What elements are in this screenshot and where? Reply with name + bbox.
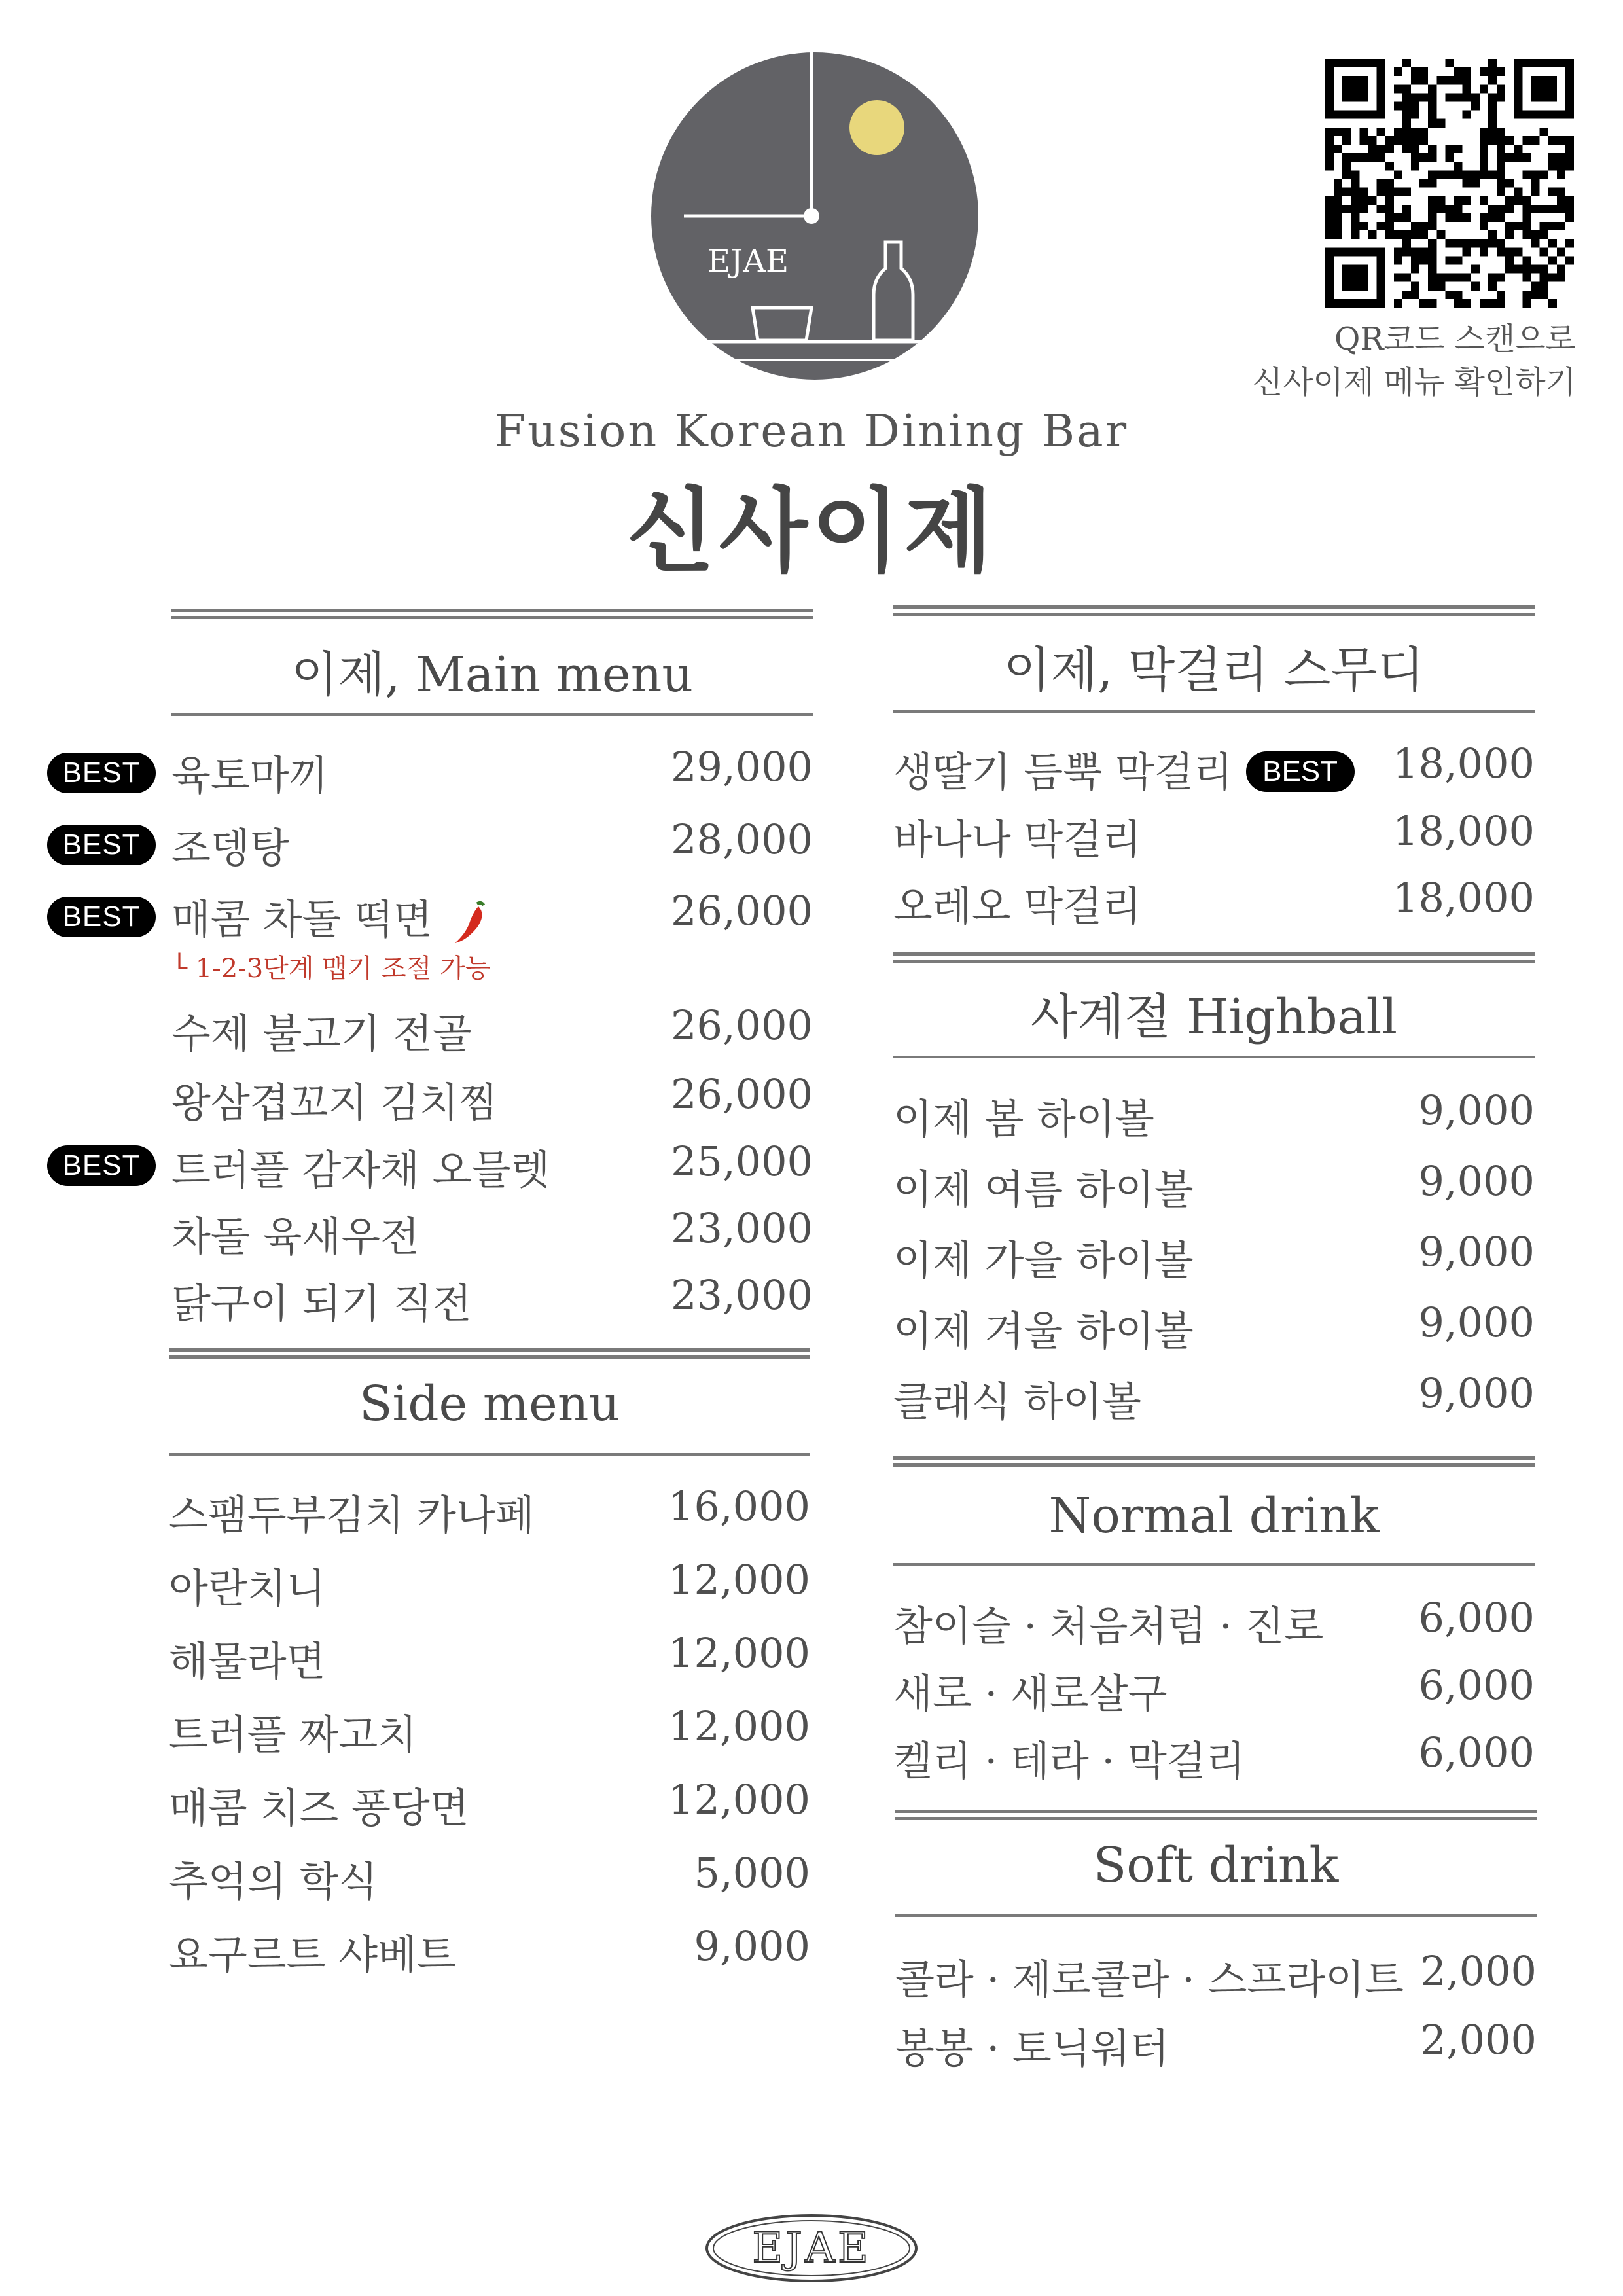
- item-name: 이제 봄 하이볼: [893, 1095, 1154, 1143]
- footer-logo-text: EJAE: [752, 2224, 871, 2272]
- menu-item: [169, 1482, 810, 1541]
- item-name: 켈리 · 테라 · 막걸리: [893, 1737, 1245, 1785]
- normal-drink-title: Normal drink: [1048, 1488, 1380, 1544]
- item-name: 왕삼겹꼬지 김치찜: [171, 1079, 498, 1126]
- soft-drink-title: Soft drink: [1093, 1837, 1339, 1893]
- section-double-rule: [893, 605, 1535, 616]
- qr-caption: [1253, 317, 1576, 404]
- main-menu-title: 이제, Main menu: [291, 647, 694, 703]
- best-badge: BEST: [47, 897, 156, 937]
- makgeolli-section: [893, 605, 1535, 959]
- item-price: 2,000: [1420, 1947, 1537, 1995]
- section-double-rule: [893, 952, 1535, 963]
- item-name: 요구르트 샤베트: [169, 1931, 456, 1979]
- menu-item: [893, 1369, 1535, 1428]
- section-rule: [895, 1914, 1537, 1917]
- item-name-wrap: [893, 740, 1355, 798]
- item-price: 9,000: [1418, 1086, 1535, 1134]
- best-badge: BEST: [47, 753, 156, 793]
- item-name: 이제 여름 하이볼: [893, 1166, 1194, 1213]
- section-rule: [169, 1453, 810, 1456]
- item-price: 12,000: [668, 1702, 810, 1750]
- menu-item: [169, 1556, 810, 1615]
- highball-section: [893, 952, 1535, 1437]
- moon-icon: [849, 100, 904, 155]
- section-double-rule: [893, 1456, 1535, 1467]
- section-rule: [171, 713, 813, 716]
- item-name-wrap: [171, 887, 488, 946]
- menu-item: [895, 2016, 1537, 2075]
- item-price: 9,000: [694, 1922, 810, 1970]
- section-double-rule: [171, 609, 813, 619]
- menu-item: [893, 1086, 1535, 1145]
- side-menu-title: Side menu: [359, 1376, 620, 1432]
- best-badge: BEST: [47, 825, 156, 865]
- restaurant-title: 신사이제: [626, 478, 997, 585]
- spicy-level-note: └ 1-2-3단계 맵기 조절 가능: [171, 954, 491, 984]
- item-price: 18,000: [1393, 807, 1535, 855]
- menu-item: [893, 1661, 1535, 1720]
- menu-item: [169, 1849, 810, 1908]
- section-rule: [893, 1056, 1535, 1058]
- item-price: 6,000: [1418, 1594, 1535, 1641]
- tagline: Fusion Korean Dining Bar: [494, 406, 1129, 457]
- item-price: 9,000: [1418, 1369, 1535, 1417]
- item-name: 스팸두부김치 카나페: [169, 1491, 535, 1539]
- item-name: 콜라 · 제로콜라 · 스프라이트: [895, 1956, 1404, 2003]
- menu-item: [893, 874, 1535, 933]
- item-price: 12,000: [668, 1629, 810, 1677]
- menu-item: [169, 1922, 810, 1981]
- highball-title: 사계절 Highball: [1030, 989, 1398, 1045]
- best-badge: BEST: [47, 1145, 156, 1186]
- item-name: 수제 불고기 전골: [171, 1010, 472, 1058]
- item-name: 육토마끼: [171, 751, 329, 799]
- item-price: 5,000: [694, 1849, 810, 1897]
- item-price: 23,000: [671, 1271, 813, 1319]
- item-name: 생딸기 듬뿍 막걸리: [893, 748, 1233, 796]
- item-price: 2,000: [1420, 2016, 1537, 2064]
- item-name: 새로 · 새로살구: [893, 1670, 1168, 1717]
- ejae-logo: [651, 52, 978, 380]
- item-price: 26,000: [671, 1070, 813, 1118]
- item-name: 오레오 막걸리: [893, 882, 1142, 930]
- menu-item: [893, 1157, 1535, 1216]
- qr-caption-line1: QR코드 스캔으로: [1334, 321, 1576, 357]
- menu-item: [893, 1228, 1535, 1287]
- menu-item: [893, 740, 1535, 798]
- item-price: 9,000: [1418, 1228, 1535, 1276]
- item-name: 매콤 치즈 퐁당면: [169, 1784, 469, 1832]
- item-name: 아란치니: [169, 1564, 326, 1612]
- item-name: 조뎅탕: [171, 824, 289, 872]
- section-double-rule: [169, 1348, 810, 1359]
- menu-item: [895, 1947, 1537, 2006]
- menu-item: [893, 807, 1535, 866]
- item-name: 클래식 하이볼: [893, 1378, 1142, 1426]
- item-name: 참이슬 · 처음처럼 · 진로: [893, 1602, 1324, 1650]
- makgeolli-title: 이제, 막걸리 스무디: [1003, 642, 1425, 698]
- item-price: 12,000: [668, 1776, 810, 1823]
- item-name: 봉봉 · 토닉워터: [895, 2024, 1169, 2072]
- footer-ejae-logo: [704, 2212, 919, 2284]
- item-name: 매콤 차돌 떡면: [171, 895, 433, 943]
- item-price: 25,000: [671, 1138, 813, 1185]
- item-name: 이제 겨울 하이볼: [893, 1307, 1194, 1355]
- item-name: 차돌 육새우전: [171, 1213, 420, 1261]
- best-badge: BEST: [1246, 751, 1355, 792]
- menu-item: [171, 1070, 813, 1129]
- item-price: 6,000: [1418, 1661, 1535, 1709]
- menu-item: [169, 1702, 810, 1761]
- item-price: 9,000: [1418, 1299, 1535, 1346]
- menu-item: [169, 1776, 810, 1835]
- normal-drink-section: [893, 1456, 1535, 1785]
- item-price: 29,000: [671, 743, 813, 791]
- menu-item: [893, 1729, 1535, 1787]
- menu-item: [171, 816, 813, 874]
- menu-item: [169, 1629, 810, 1688]
- menu-item: [171, 1138, 813, 1196]
- item-price: 18,000: [1393, 874, 1535, 922]
- item-price: 28,000: [671, 816, 813, 863]
- logo-text: EJAE: [707, 243, 789, 279]
- item-name: 이제 가을 하이볼: [893, 1236, 1194, 1284]
- item-price: 16,000: [668, 1482, 810, 1530]
- item-price: 26,000: [671, 887, 813, 935]
- chili-pepper-icon: [451, 900, 488, 946]
- main-menu-section: [171, 609, 813, 1329]
- item-price: 26,000: [671, 1001, 813, 1049]
- item-name: 트러플 감자채 오믈렛: [171, 1146, 550, 1194]
- section-rule: [893, 1563, 1535, 1566]
- soft-drink-section: [895, 1810, 1537, 2072]
- item-price: 6,000: [1418, 1729, 1535, 1776]
- menu-item: [171, 1001, 813, 1060]
- item-price: 23,000: [671, 1204, 813, 1252]
- menu-item: [171, 743, 813, 802]
- menu-item: [893, 1594, 1535, 1653]
- section-rule: [893, 710, 1535, 713]
- menu-item: [171, 1204, 813, 1263]
- item-name: 해물라면: [169, 1638, 326, 1685]
- menu-item: [171, 887, 813, 946]
- menu-item: [171, 1271, 813, 1330]
- item-name: 바나나 막걸리: [893, 816, 1142, 863]
- qr-code[interactable]: [1325, 59, 1574, 308]
- item-price: 12,000: [668, 1556, 810, 1604]
- item-price: 18,000: [1393, 740, 1535, 787]
- item-name: 추억의 학식: [169, 1857, 378, 1905]
- section-double-rule: [895, 1810, 1537, 1820]
- item-name: 닭구이 되기 직전: [171, 1280, 472, 1327]
- item-price: 9,000: [1418, 1157, 1535, 1205]
- menu-item: [893, 1299, 1535, 1357]
- item-name: 트러플 짜고치: [169, 1711, 418, 1759]
- qr-caption-line2: 신사이제 메뉴 확인하기: [1252, 364, 1576, 401]
- side-menu-section: [169, 1348, 810, 1990]
